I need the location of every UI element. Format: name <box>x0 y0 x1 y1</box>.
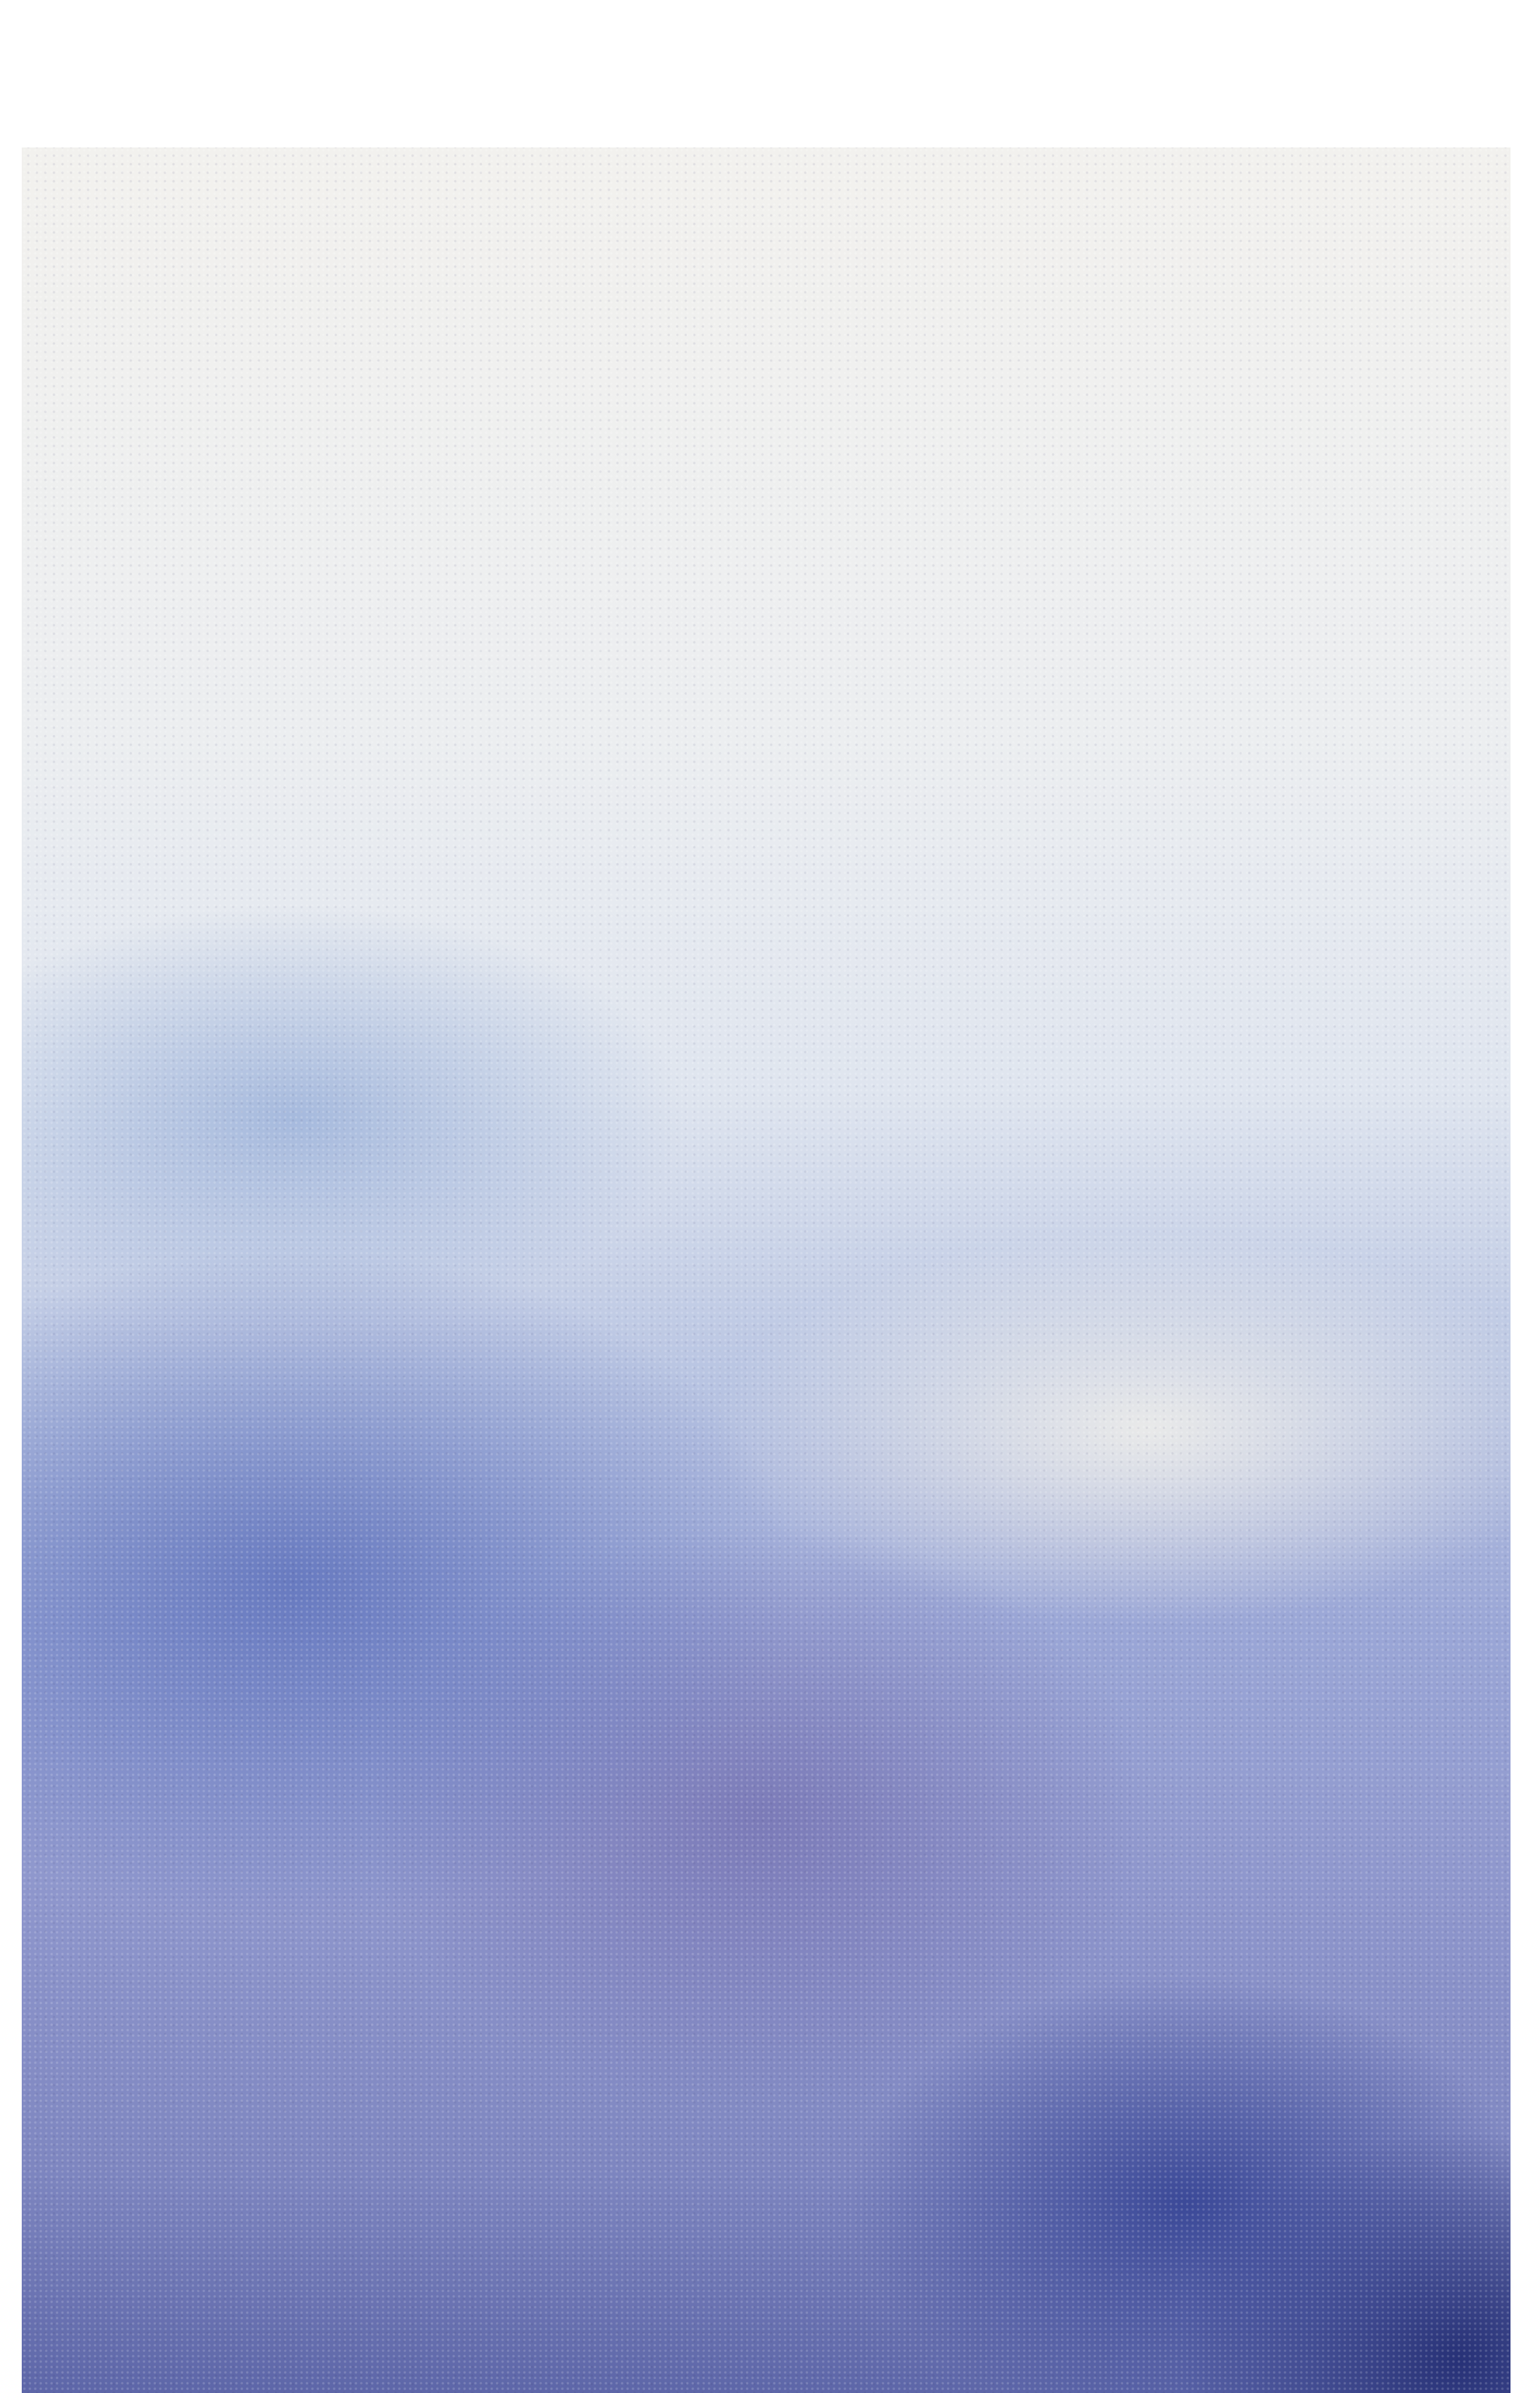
poem-line <box>862 449 1389 483</box>
poem-line <box>862 349 1389 383</box>
poem-line <box>862 483 1389 516</box>
article-column-left <box>154 279 740 283</box>
poem-line <box>862 283 1389 316</box>
poem-line <box>862 316 1389 349</box>
poem-line <box>862 550 1389 583</box>
poem-line <box>862 383 1389 416</box>
poem-line <box>862 516 1389 550</box>
article-column-right <box>799 279 1389 616</box>
quoted-poem <box>862 283 1389 616</box>
poem-line <box>862 416 1389 449</box>
poem-line <box>862 583 1389 616</box>
